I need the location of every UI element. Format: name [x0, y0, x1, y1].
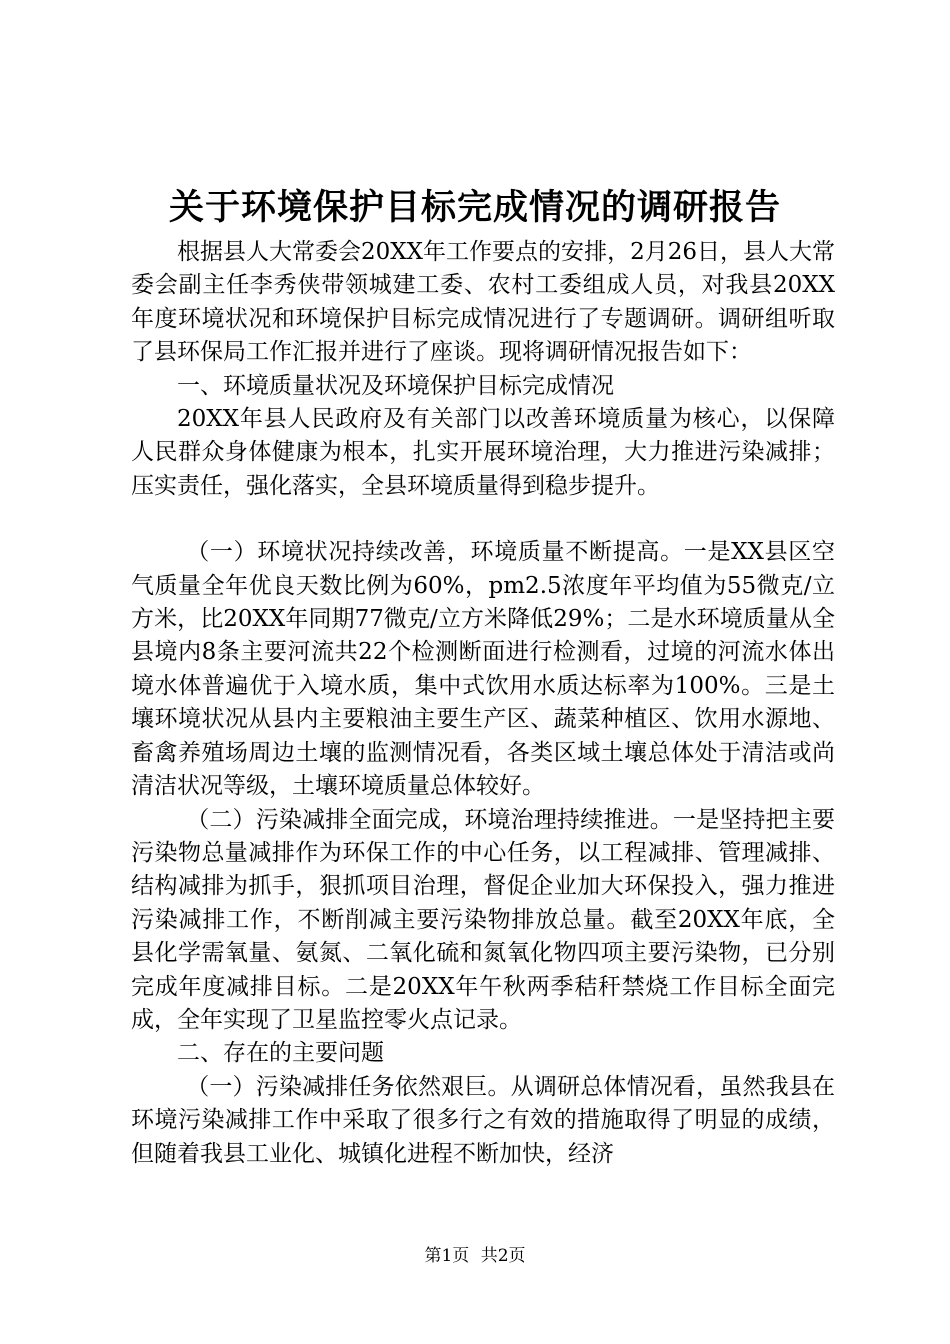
page-footer [0, 1244, 950, 1268]
document-body [131, 236, 835, 1171]
problem-paragraph-1: （一）污染减排任务依然艰巨。从调研总体情况看，虽然我县在环境污染减排工作中采取了很多行之有效的措施取得了明显的成绩，但随着我县工业化、城镇化进程不断加快，经济 [131, 1073, 835, 1167]
subsection-paragraph-2: （二）污染减排全面完成，环境治理持续推进。一是坚持把主要污染物总量减排作为环保工作的中心任务，以工程减排、管理减排、结构减排为抓手，狠抓项目治理，督促企业加大环保投入，强力推进污染减排工作，不断削减主要污染物排放总量。截至20XX年底，全县化学需氧量、氨氮、二氧化硫和氮氧化物四项主要污染物，已分别完成年度减排目标。二是20XX年午秋两季秸秆禁烧工作目标全面完成，全年实现了卫星监控零火点记录。 [131, 806, 835, 1033]
section-heading-2: 二、存在的主要问题 [177, 1040, 384, 1067]
subsection-paragraph-1: （一）环境状况持续改善，环境质量不断提高。一是XX县区空气质量全年优良天数比例为60%，pm2.5浓度年平均值为55微克/立方米，比20XX年同期77微克/立方米降低29%；二是水环境质量从全县境内8条主要河流共22个检测断面进行检测看，过境的河流水体出境水体普遍优于入境水质，集中式饮用水质达标率为100%。三是土壤环境状况从县内主要粮油主要生产区、蔬菜种植区、饮用水源地、畜禽养殖场周边土壤的监测情况看，各类区域土壤总体处于清洁或尚清洁状况等级，土壤环境质量总体较好。 [131, 539, 835, 800]
document-title: 关于环境保护目标完成情况的调研报告 [168, 187, 781, 228]
intro-paragraph: 根据县人大常委会20XX年工作要点的安排，2月26日，县人大常委会副主任李秀侠带领城建工委、农村工委组成人员，对我县20XX年度环境状况和环境保护目标完成情况进行了专题调研。调研组听取了县环保局工作汇报并进行了座谈。现将调研情况报告如下： [131, 239, 835, 366]
summary-paragraph: 20XX年县人民政府及有关部门以改善环境质量为核心，以保障人民群众身体健康为根本，扎实开展环境治理，大力推进污染减排；压实责任，强化落实，全县环境质量得到稳步提升。 [131, 406, 835, 499]
paragraph-gap [131, 503, 835, 536]
section-heading-1: 一、环境质量状况及环境保护目标完成情况 [177, 372, 614, 399]
page-total: 共2页 [480, 1246, 526, 1266]
page-number: 第1页 [424, 1246, 470, 1266]
